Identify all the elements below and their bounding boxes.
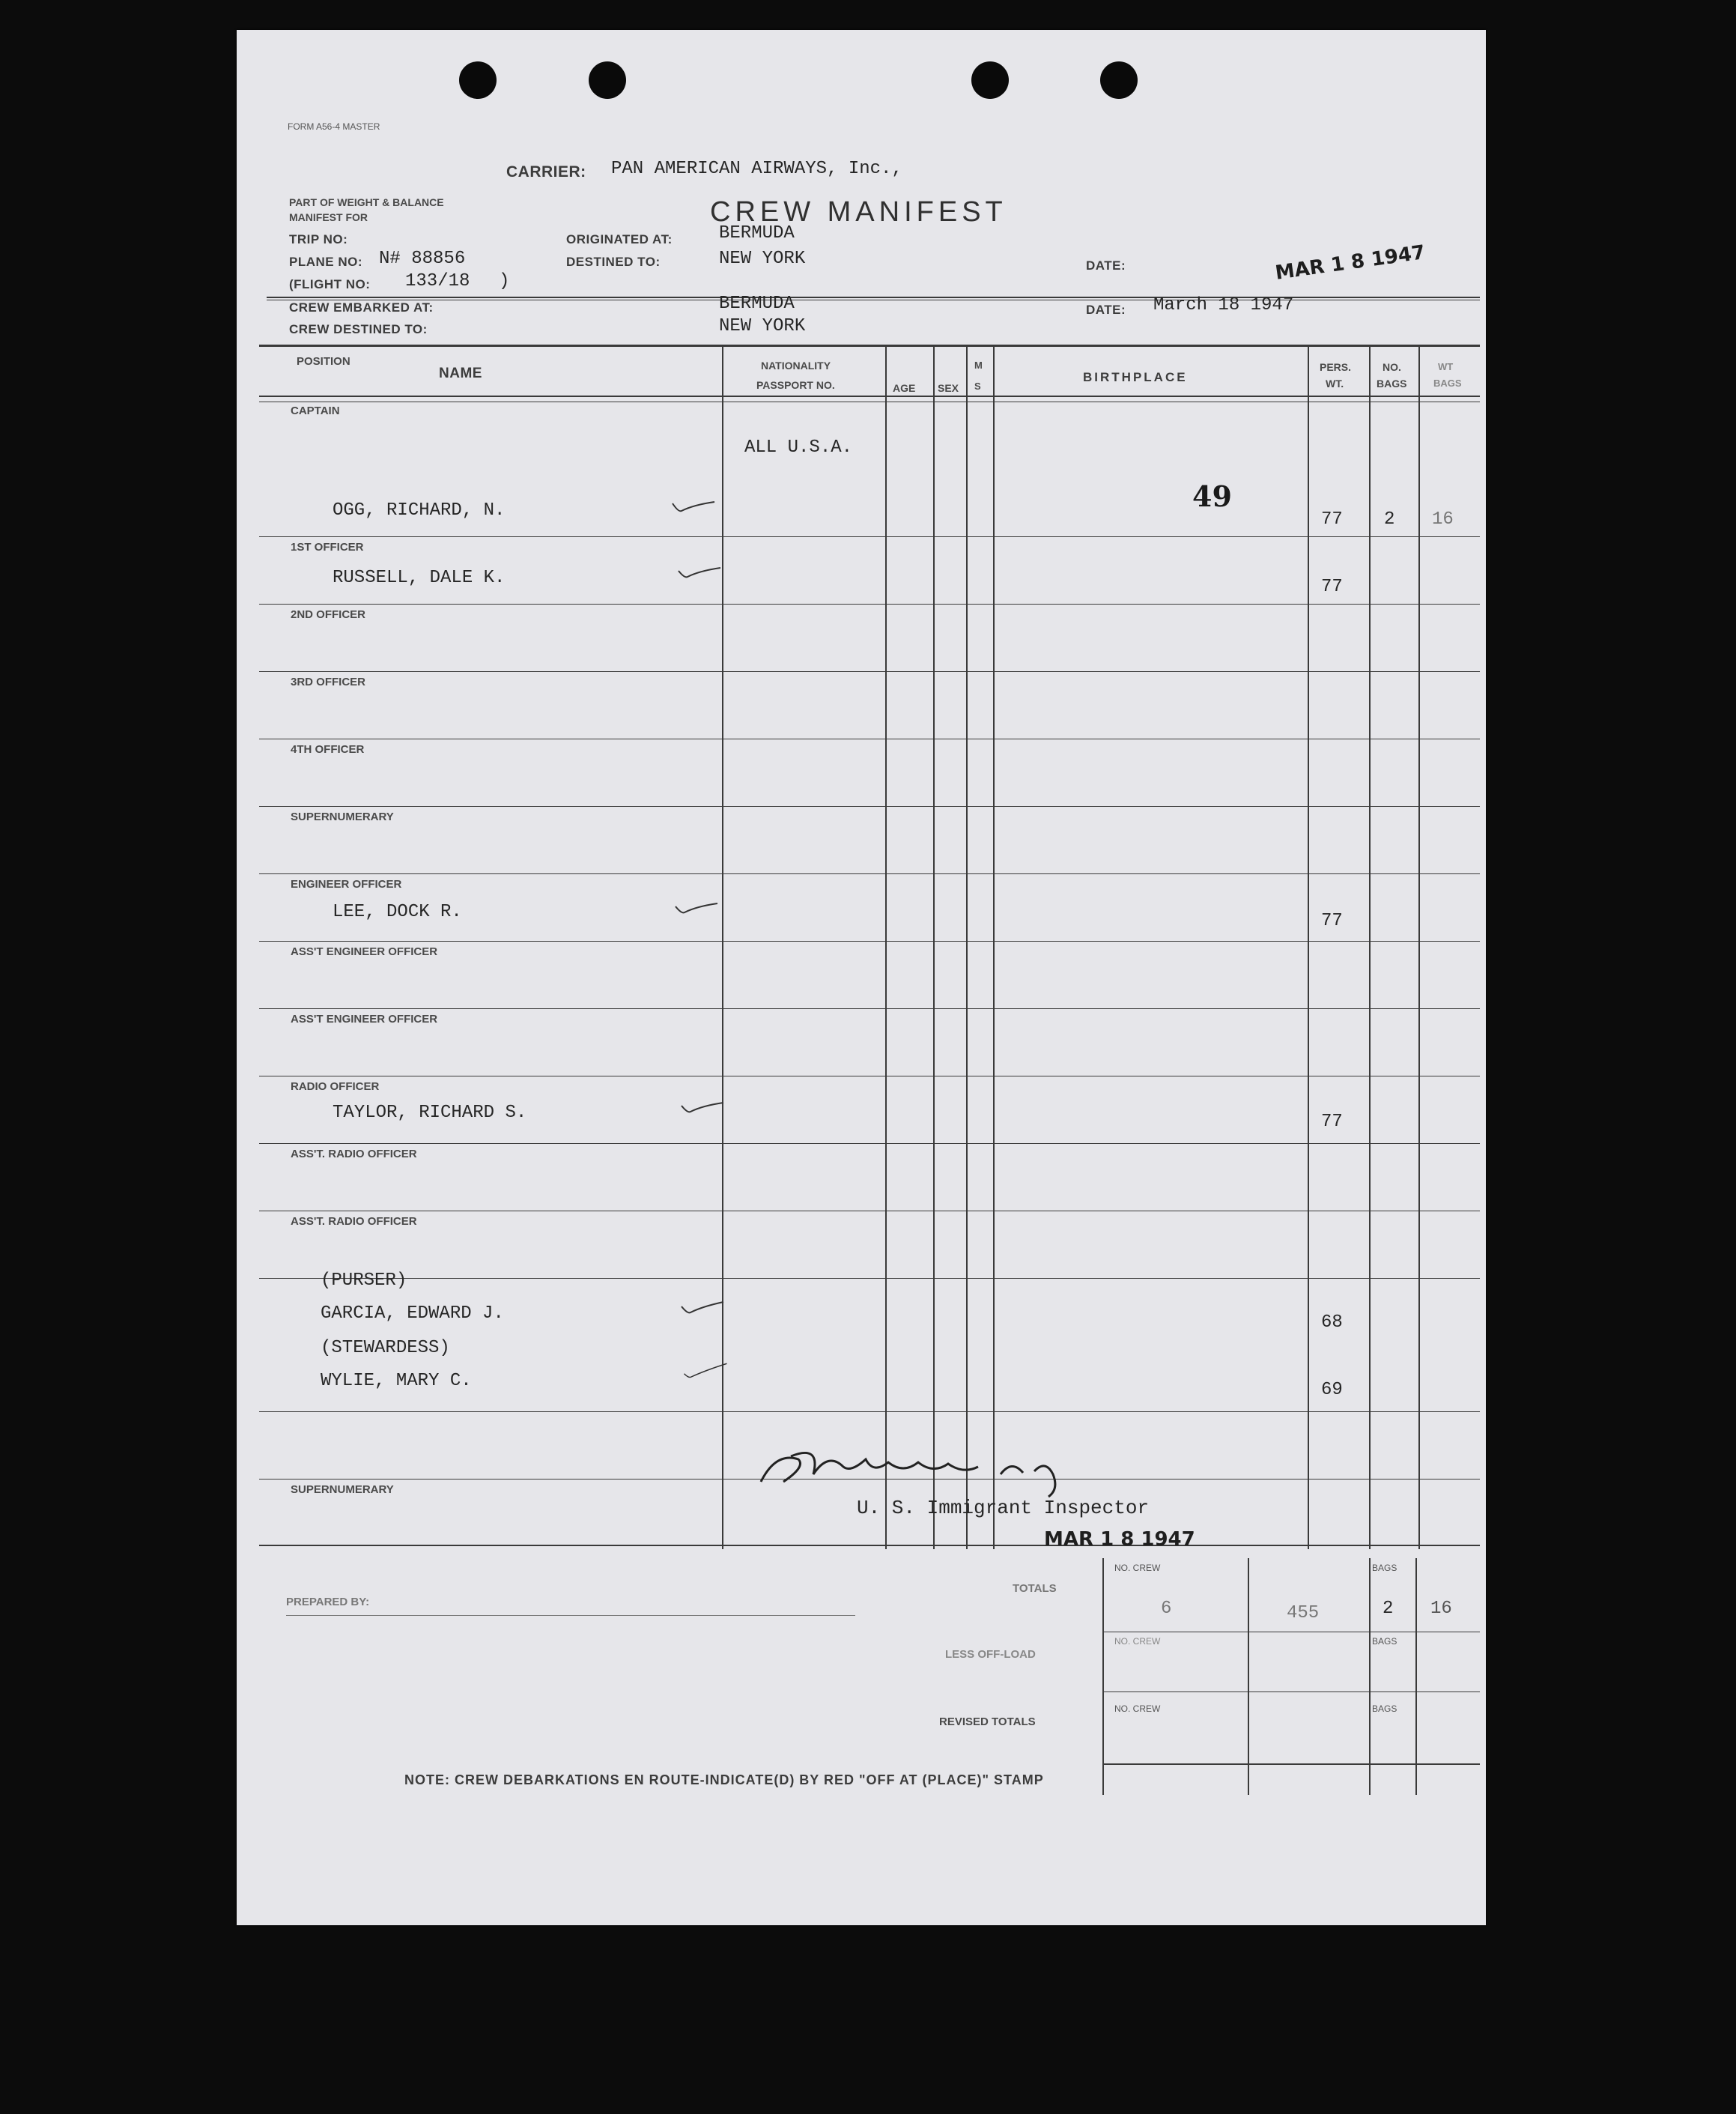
col-sex: SEX bbox=[938, 382, 959, 394]
section-supernumerary-2: SUPERNUMERARY bbox=[291, 1483, 394, 1496]
check-mark-icon bbox=[680, 1098, 725, 1116]
crew-wt: 69 bbox=[1321, 1380, 1343, 1400]
originated-value: BERMUDA bbox=[719, 223, 795, 243]
check-mark-icon bbox=[671, 497, 716, 515]
crew-bags: 2 bbox=[1384, 509, 1395, 530]
revised-no-crew-label: NO. CREW bbox=[1114, 1703, 1161, 1714]
crew-wt: 77 bbox=[1321, 1112, 1343, 1132]
section-asst-engineer-2: ASS'T ENGINEER OFFICER bbox=[291, 1013, 438, 1026]
crew-name: TAYLOR, RICHARD S. bbox=[333, 1103, 527, 1123]
trip-label: TRIP NO: bbox=[289, 232, 348, 246]
section-stewardess: (STEWARDESS) bbox=[321, 1338, 450, 1358]
inspector-stamp: MAR 1 8 1947 bbox=[1044, 1528, 1195, 1551]
crew-destined-label: CREW DESTINED TO: bbox=[289, 322, 428, 336]
col-name: NAME bbox=[439, 366, 482, 381]
col-pers: PERS. bbox=[1320, 361, 1352, 373]
date-label: DATE: bbox=[1086, 258, 1126, 273]
less-no-crew-label: NO. CREW bbox=[1114, 1636, 1161, 1647]
totals-bags-wt: 16 bbox=[1430, 1599, 1452, 1619]
section-first-officer: 1ST OFFICER bbox=[291, 541, 364, 554]
col-passport: PASSPORT NO. bbox=[756, 379, 835, 391]
totals-weight: 455 bbox=[1287, 1603, 1320, 1623]
destined-label: DESTINED TO: bbox=[566, 255, 661, 269]
form-number: FORM A56-4 MASTER bbox=[288, 121, 380, 132]
carrier-label: CARRIER: bbox=[506, 163, 586, 181]
section-fourth-officer: 4TH OFFICER bbox=[291, 743, 365, 756]
nationality-all: ALL U.S.A. bbox=[744, 437, 853, 458]
section-supernumerary: SUPERNUMERARY bbox=[291, 811, 394, 823]
section-engineer-officer: ENGINEER OFFICER bbox=[291, 878, 402, 891]
totals-crew-count: 6 bbox=[1161, 1599, 1172, 1619]
crew-embarked-label: CREW EMBARKED AT: bbox=[289, 300, 434, 315]
col-age: AGE bbox=[893, 382, 916, 394]
crew-wt: 77 bbox=[1321, 509, 1343, 530]
part-of-label: PART OF WEIGHT & BALANCE bbox=[289, 196, 444, 208]
crew-name: OGG, RICHARD, N. bbox=[333, 500, 506, 521]
section-radio-officer: RADIO OFFICER bbox=[291, 1080, 380, 1093]
col-bags: BAGS bbox=[1377, 378, 1407, 390]
punch-hole bbox=[971, 61, 1009, 99]
plane-label: PLANE NO: bbox=[289, 255, 362, 269]
page-number: 49 bbox=[1192, 479, 1232, 513]
crew-name: LEE, DOCK R. bbox=[333, 902, 462, 922]
date-stamp: MAR 1 8 1947 bbox=[1273, 241, 1427, 285]
prepared-by-label: PREPARED BY: bbox=[286, 1596, 370, 1608]
date2-value: March 18 1947 bbox=[1153, 295, 1294, 315]
revised-totals-label: REVISED TOTALS bbox=[939, 1715, 1036, 1728]
flight-value: 133/18 bbox=[405, 271, 470, 291]
page-title: CREW MANIFEST bbox=[710, 196, 1007, 228]
crew-name: RUSSELL, DALE K. bbox=[333, 568, 506, 588]
section-third-officer: 3RD OFFICER bbox=[291, 676, 366, 688]
punch-hole bbox=[1100, 61, 1138, 99]
crew-name: GARCIA, EDWARD J. bbox=[321, 1303, 504, 1324]
section-captain: CAPTAIN bbox=[291, 405, 340, 417]
crew-destined-value: NEW YORK bbox=[719, 316, 806, 336]
less-bags-label: BAGS bbox=[1372, 1636, 1397, 1647]
flight-label: (FLIGHT NO: bbox=[289, 277, 371, 291]
col-m: M bbox=[974, 360, 983, 371]
col-birthplace: BIRTHPLACE bbox=[1083, 370, 1188, 384]
crew-wt: 77 bbox=[1321, 577, 1343, 597]
footer-note: NOTE: CREW DEBARKATIONS EN ROUTE-INDICATE(D) BY RED "OFF AT (PLACE)" STAMP bbox=[404, 1772, 1044, 1787]
revised-bags-label: BAGS bbox=[1372, 1703, 1397, 1714]
punch-hole bbox=[459, 61, 497, 99]
manifest-sheet bbox=[237, 30, 1486, 1925]
check-mark-icon bbox=[683, 1362, 728, 1380]
col-nationality: NATIONALITY bbox=[761, 360, 831, 372]
totals-bags-count: 2 bbox=[1383, 1599, 1394, 1619]
check-mark-icon bbox=[680, 1299, 725, 1317]
col-wt-bags-2: BAGS bbox=[1433, 378, 1462, 389]
col-s: S bbox=[974, 381, 981, 392]
less-offload-label: LESS OFF-LOAD bbox=[945, 1648, 1036, 1661]
destined-value: NEW YORK bbox=[719, 249, 806, 269]
crew-wt-bags: 16 bbox=[1432, 509, 1454, 530]
col-wt-bags-1: WT bbox=[1438, 361, 1454, 372]
crew-name: WYLIE, MARY C. bbox=[321, 1371, 472, 1391]
crew-wt: 68 bbox=[1321, 1312, 1343, 1333]
inspector-title: U. S. Immigrant Inspector bbox=[857, 1497, 1150, 1519]
section-asst-engineer-1: ASS'T ENGINEER OFFICER bbox=[291, 945, 438, 958]
section-second-officer: 2ND OFFICER bbox=[291, 608, 366, 621]
col-position: POSITION bbox=[297, 355, 350, 368]
bags-label: BAGS bbox=[1372, 1563, 1397, 1573]
carrier-value: PAN AMERICAN AIRWAYS, Inc., bbox=[611, 159, 902, 179]
col-wt: WT. bbox=[1326, 378, 1344, 390]
check-mark-icon bbox=[677, 563, 722, 581]
totals-label: TOTALS bbox=[1013, 1582, 1057, 1595]
crew-wt: 77 bbox=[1321, 911, 1343, 931]
section-asst-radio-1: ASS'T. RADIO OFFICER bbox=[291, 1148, 417, 1160]
crew-embarked-value: BERMUDA bbox=[719, 294, 795, 314]
section-asst-radio-2: ASS'T. RADIO OFFICER bbox=[291, 1215, 417, 1228]
no-crew-label: NO. CREW bbox=[1114, 1563, 1161, 1573]
col-no: NO. bbox=[1383, 361, 1401, 373]
originated-label: ORIGINATED AT: bbox=[566, 232, 673, 246]
section-purser: (PURSER) bbox=[321, 1270, 407, 1291]
manifest-for-label: MANIFEST FOR bbox=[289, 211, 368, 223]
date2-label: DATE: bbox=[1086, 303, 1126, 317]
flight-close: ) bbox=[499, 271, 510, 291]
check-mark-icon bbox=[674, 899, 719, 917]
punch-hole bbox=[589, 61, 626, 99]
plane-value: N# 88856 bbox=[379, 249, 466, 269]
